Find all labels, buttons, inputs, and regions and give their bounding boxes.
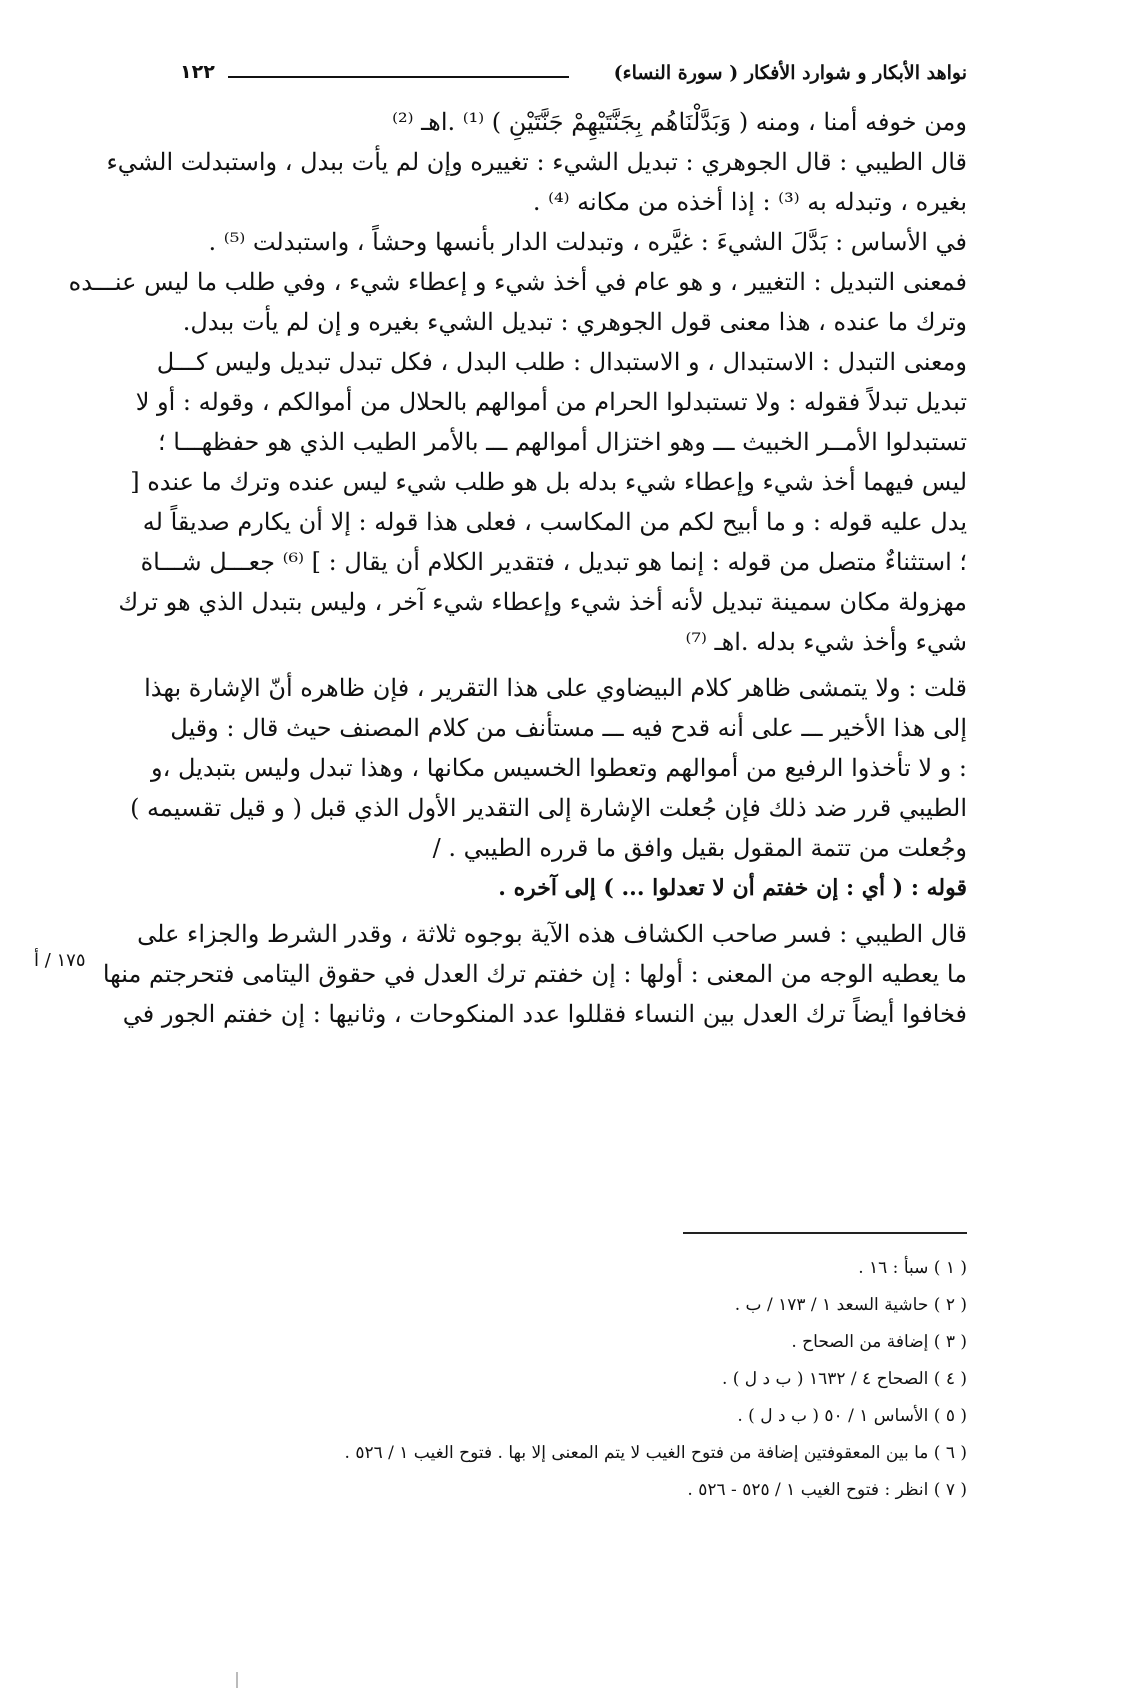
body-line: فمعنى التبديل : التغيير ، و هو عام في أخذ شيء و إعطاء شيء ، وفي طلب ما ليس عنـــده — [68, 268, 967, 296]
body-line: فخافوا أيضاً ترك العدل بين النساء فقللوا عدد المنكوحات ، وثانيها : إن خفتم الجور في — [122, 1000, 967, 1028]
body-line: ؛ استثناءٌ متصل من قوله : إنما هو تبديل ، فتقدير الكلام أن يقال : ] ⁽⁶⁾ جعـــل شـــاة — [140, 548, 967, 576]
body-line: قال الطيبي : قال الجوهري : تبديل الشيء : تغييره وإن لم يأت ببدل ، واستبدلت الشيء — [106, 148, 967, 176]
body-line: مهزولة مكان سمينة تبديل لأنه أخذ شيء وإعطاء شيء آخر ، وليس بتبدل الذي هو ترك — [118, 588, 967, 616]
footnote: ( ٧ ) انظر : فتوح الغيب ١ / ٥٢٥ - ٥٢٦ . — [687, 1480, 967, 1500]
body-line: تبديل تبدلاً فقوله : ولا تستبدلوا الحرام من أموالهم بالحلال من أموالكم ، وقوله : أو لا — [135, 388, 967, 416]
manuscript-folio-note: ١٧٥ / أ — [34, 950, 86, 971]
body-line: شيء وأخذ شيء بدله .اهـ ⁽⁷⁾ — [685, 628, 967, 656]
body-line: : و لا تأخذوا الرفيع من أموالهم وتعطوا الخسيس مكانها ، وهذا تبدل وليس بتبديل ،و — [151, 754, 967, 782]
page-number: ١٢٢ — [180, 61, 215, 83]
footnote: ( ١ ) سبأ : ١٦ . — [858, 1258, 967, 1278]
page-header — [180, 62, 967, 92]
body-line: في الأساس : بَدَّلَ الشيءَ : غيَّره ، وتبدلت الدار بأنسها وحشاً ، واستبدلت ⁽⁵⁾ . — [208, 228, 967, 256]
body-line: ليس فيهما أخذ شيء وإعطاء شيء بدله بل هو طلب شيء ليس عنده وترك ما عنده [ — [130, 468, 967, 496]
header-rule — [228, 76, 569, 78]
body-text — [68, 102, 967, 1034]
commentary-heading: قوله : ( أي : إن خفتم أن لا تعدلوا ... ) إلى آخره . — [498, 875, 967, 901]
body-line: إلى هذا الأخير ـــ على أنه قدح فيه ـــ مستأنف من كلام المصنف حيث قال : وقيل — [170, 714, 967, 742]
footnote: ( ٥ ) الأساس ١ / ٥٠ ( ب د ل ) . — [737, 1406, 967, 1426]
body-line: قلت : ولا يتمشى ظاهر كلام البيضاوي على هذا التقرير ، فإن ظاهره أنّ الإشارة بهذا — [144, 674, 967, 702]
body-line: تستبدلوا الأمــر الخبيث ـــ وهو اختزال أموالهم ـــ بالأمر الطيب الذي هو حفظهـــا ؛ — [157, 428, 967, 456]
body-line: الطيبي قرر ضد ذلك فإن جُعلت الإشارة إلى التقدير الأول الذي قبل ( و قيل تقسيمه ) — [130, 794, 967, 822]
body-line: يدل عليه قوله : و ما أبيح لكم من المكاسب ، فعلى هذا قوله : إلا أن يكارم صديقاً له — [142, 508, 967, 536]
body-line: قال الطيبي : فسر صاحب الكشاف هذه الآية بوجوه ثلاثة ، وقدر الشرط والجزاء على — [137, 920, 967, 948]
scan-artifact — [236, 1672, 238, 1688]
footnote: ( ٤ ) الصحاح ٤ / ١٦٣٢ ( ب د ل ) . — [721, 1369, 967, 1389]
body-line: وجُعلت من تتمة المقول بقيل وافق ما قرره الطيبي . / — [432, 834, 967, 862]
footnote: ( ٦ ) ما بين المعقوفتين إضافة من فتوح الغيب لا يتم المعنى إلا بها . فتوح الغيب ١ / ٥٢٦ . — [344, 1443, 967, 1463]
body-line: ومعنى التبدل : الاستبدال ، و الاستبدال : طلب البدل ، فكل تبدل تبديل وليس كـــل — [156, 348, 967, 376]
body-line: وترك ما عنده ، هذا معنى قول الجوهري : تبديل الشيء بغيره و إن لم يأت ببدل. — [182, 308, 967, 336]
footnote: ( ٢ ) حاشية السعد ١ / ١٧٣ / ب . — [734, 1295, 967, 1315]
header-title: نواهد الأبكار و شوارد الأفكار ( سورة النساء) — [613, 62, 967, 84]
footnote: ( ٣ ) إضافة من الصحاح . — [791, 1332, 967, 1352]
body-line: ما يعطيه الوجه من المعنى : أولها : إن خفتم ترك العدل في حقوق اليتامى فتحرجتم منها — [102, 960, 967, 988]
footnotes — [150, 1250, 967, 1509]
footnote-divider — [683, 1232, 967, 1234]
body-line: بغيره ، وتبدله به ⁽³⁾ : إذا أخذه من مكانه ⁽⁴⁾ . — [532, 188, 967, 216]
body-line: ومن خوفه أمنا ، ومنه ( وَبَدَّلْنَاهُم بِجَنَّتَيْهِمْ جَنَّتَيْنِ ) ⁽¹⁾ .اهـ ⁽²⁾ — [392, 108, 967, 136]
